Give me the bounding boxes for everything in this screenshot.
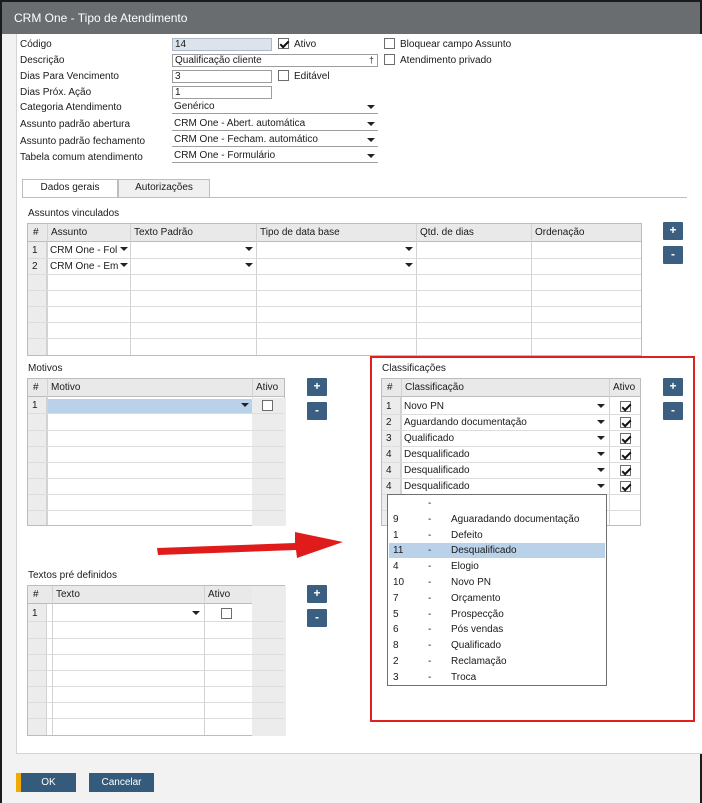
chevron-down-icon <box>367 105 375 109</box>
option-separator: - <box>428 624 432 636</box>
classificacao-cell[interactable]: Desqualificado <box>404 481 470 492</box>
descricao-field[interactable] <box>172 54 378 67</box>
tab-label: Autorizações <box>135 182 193 193</box>
option-separator: - <box>428 498 432 509</box>
row-line <box>28 338 641 339</box>
motivos-remove-button[interactable]: - <box>307 402 327 420</box>
classificacao-cell[interactable]: Desqualificado <box>404 465 470 476</box>
row-line <box>28 306 641 307</box>
row-line <box>28 670 284 671</box>
assunto-fechamento-label: Assunto padrão fechamento <box>20 136 146 147</box>
option-separator: - <box>428 608 432 620</box>
row-number: 4 <box>386 449 392 460</box>
chevron-down-icon[interactable] <box>241 403 249 407</box>
assunto-fechamento-value: CRM One - Fecham. automático <box>174 134 318 145</box>
window-title: CRM One - Tipo de Atendimento <box>14 11 188 25</box>
motivos-title: Motivos <box>28 363 63 374</box>
chevron-down-icon <box>367 138 375 142</box>
dropdown-option[interactable] <box>389 559 605 574</box>
textos-add-button[interactable]: + <box>307 585 327 603</box>
dropdown-option[interactable] <box>389 607 605 622</box>
classificacao-cell[interactable]: Aguardando documentação <box>404 417 527 428</box>
col-divider <box>609 379 610 525</box>
motivos-add-button[interactable]: + <box>307 378 327 396</box>
editavel-checkbox[interactable] <box>278 70 289 81</box>
classificacoes-remove-button[interactable]: - <box>663 402 683 420</box>
row-number: 1 <box>386 401 392 412</box>
classificacao-dropdown-list[interactable] <box>387 494 607 686</box>
classificacao-ativo-checkbox[interactable] <box>620 417 631 428</box>
option-separator: - <box>428 561 432 573</box>
option-label: Orçamento <box>451 592 501 604</box>
annotation-arrow-icon <box>155 528 350 568</box>
dropdown-option[interactable] <box>389 496 605 511</box>
descricao-value: Qualificação cliente <box>175 55 262 66</box>
col-divider <box>204 586 205 735</box>
row-number: 1 <box>32 608 38 619</box>
classificacao-ativo-checkbox[interactable] <box>620 449 631 460</box>
assuntos-grid <box>27 223 642 356</box>
chevron-down-icon <box>367 154 375 158</box>
option-code: 7 <box>393 592 399 604</box>
chevron-down-icon[interactable] <box>245 263 253 267</box>
option-separator: - <box>428 545 432 557</box>
row-line <box>28 322 641 323</box>
assunto-cell[interactable]: CRM One - Fol <box>50 245 118 256</box>
textos-title: Textos pré definidos <box>28 570 117 581</box>
ativo-label: Ativo <box>294 39 317 50</box>
tab-autorizacoes[interactable] <box>118 179 210 197</box>
option-code: 11 <box>393 545 404 557</box>
dropdown-option[interactable] <box>389 670 605 685</box>
chevron-down-icon[interactable] <box>405 247 413 251</box>
row-line <box>28 430 284 431</box>
dropdown-option[interactable] <box>389 528 605 543</box>
option-label: Reclamação <box>451 656 507 667</box>
option-code: 5 <box>393 608 399 620</box>
row-line <box>28 258 641 259</box>
col-header-num: # <box>33 227 39 238</box>
chevron-down-icon[interactable] <box>192 611 200 615</box>
row-line <box>382 430 640 431</box>
option-separator: - <box>428 529 432 541</box>
option-label: Defeito <box>451 529 483 541</box>
row-number: 4 <box>386 465 392 476</box>
atendimento-privado-label: Atendimento privado <box>400 55 492 66</box>
option-code: 2 <box>393 656 399 667</box>
cancel-button[interactable]: Cancelar <box>89 773 154 792</box>
chevron-down-icon[interactable] <box>120 247 128 251</box>
row-line <box>28 413 284 414</box>
classificacao-ativo-checkbox[interactable] <box>620 401 631 412</box>
classificacao-ativo-checkbox[interactable] <box>620 481 631 492</box>
col-header-num: # <box>387 382 393 393</box>
option-code: 10 <box>393 577 405 588</box>
dropdown-option[interactable] <box>389 654 605 669</box>
option-code: 4 <box>393 561 399 573</box>
row-line <box>28 494 284 495</box>
dropdown-option[interactable] <box>389 591 605 606</box>
chevron-down-icon[interactable] <box>597 436 605 440</box>
col-header-motivo[interactable]: Motivo <box>51 382 81 393</box>
col-header-tipo-data[interactable]: Tipo de data base <box>260 227 340 238</box>
dias-prox-acao-field[interactable]: 1 <box>172 86 272 99</box>
chevron-down-icon[interactable] <box>597 468 605 472</box>
row-line <box>382 478 640 479</box>
editavel-label: Editável <box>294 71 330 82</box>
row-line <box>28 478 284 479</box>
classificacao-ativo-checkbox[interactable] <box>620 433 631 444</box>
row-line <box>28 702 284 703</box>
chevron-down-icon[interactable] <box>597 452 605 456</box>
texto-ativo-checkbox[interactable] <box>221 608 232 619</box>
chevron-down-icon[interactable] <box>245 247 253 251</box>
motivo-ativo-checkbox[interactable] <box>262 400 273 411</box>
classificacao-cell[interactable]: Qualificado <box>404 433 455 444</box>
option-separator: - <box>428 671 432 683</box>
row-number: 2 <box>32 261 38 272</box>
assuntos-title: Assuntos vinculados <box>28 208 120 219</box>
row-line <box>28 654 284 655</box>
row-line <box>28 718 284 719</box>
tabela-select[interactable] <box>172 150 378 163</box>
chevron-down-icon <box>367 122 375 126</box>
link-icon[interactable]: † <box>368 55 374 65</box>
classificacoes-add-button[interactable]: + <box>663 378 683 396</box>
chevron-down-icon[interactable] <box>597 404 605 408</box>
motivos-grid <box>27 378 285 526</box>
option-separator: - <box>428 577 432 588</box>
assunto-abertura-select[interactable] <box>172 118 378 131</box>
option-label: Elogio <box>451 561 479 573</box>
assuntos-remove-button[interactable]: - <box>663 246 683 264</box>
row-line <box>28 462 284 463</box>
categoria-select[interactable] <box>172 101 378 114</box>
option-code: 9 <box>393 513 399 525</box>
tab-label: Dados gerais <box>40 182 100 193</box>
row-line <box>28 274 641 275</box>
option-label: Prospecção <box>451 608 504 620</box>
categoria-label: Categoria Atendimento <box>20 102 122 113</box>
codigo-field[interactable]: 14 <box>172 38 272 51</box>
option-label: Troca <box>451 671 477 683</box>
title-bar <box>2 2 700 34</box>
descricao-label: Descrição <box>20 55 65 66</box>
assunto-abertura-label: Assunto padrão abertura <box>20 119 131 130</box>
row-number: 1 <box>32 245 38 256</box>
option-separator: - <box>428 513 432 525</box>
assunto-abertura-value: CRM One - Abert. automática <box>174 118 306 129</box>
chevron-down-icon[interactable] <box>597 484 605 488</box>
row-number: 3 <box>386 433 392 444</box>
option-separator: - <box>428 640 432 652</box>
bloquear-assunto-label: Bloquear campo Assunto <box>400 39 512 50</box>
dropdown-option[interactable] <box>389 543 605 558</box>
col-header-ordenacao[interactable]: Ordenação <box>535 227 585 238</box>
chevron-down-icon[interactable] <box>405 263 413 267</box>
col-header-ativo[interactable]: Ativo <box>613 382 636 393</box>
option-code: 1 <box>393 529 399 541</box>
classificacao-ativo-checkbox[interactable] <box>620 465 631 476</box>
tab-dados-gerais[interactable] <box>22 179 118 198</box>
col-header-num: # <box>33 382 39 393</box>
option-code: 6 <box>393 624 399 636</box>
row-line <box>28 446 284 447</box>
col-divider <box>52 586 53 735</box>
grid-filler <box>252 586 286 736</box>
textos-remove-button[interactable]: - <box>307 609 327 627</box>
option-label: Qualificado <box>451 640 502 652</box>
row-line <box>28 638 284 639</box>
codigo-label: Código <box>20 39 52 50</box>
tab-divider <box>22 197 687 198</box>
col-header-ativo[interactable]: Ativo <box>208 589 231 600</box>
dias-vencimento-field[interactable]: 3 <box>172 70 272 83</box>
row-line <box>28 621 284 622</box>
col-header-ativo[interactable]: Ativo <box>256 382 279 393</box>
option-code: 3 <box>393 671 399 683</box>
col-header-num: # <box>33 589 39 600</box>
assunto-cell[interactable]: CRM One - Em <box>50 261 119 272</box>
row-line <box>382 414 640 415</box>
row-number: 1 <box>32 400 38 411</box>
dropdown-option[interactable] <box>389 622 605 637</box>
row-line <box>28 686 284 687</box>
textos-grid <box>27 585 285 736</box>
row-line <box>28 290 641 291</box>
option-label: Pós vendas <box>451 624 504 636</box>
classificacao-cell[interactable]: Desqualificado <box>404 449 470 460</box>
option-code: 8 <box>393 640 399 652</box>
selected-cell[interactable] <box>48 399 252 413</box>
assunto-fechamento-select[interactable] <box>172 134 378 147</box>
option-label: Desqualificado <box>451 545 517 557</box>
option-label: Aguaradando documentação <box>451 513 580 525</box>
chevron-down-icon[interactable] <box>120 263 128 267</box>
option-separator: - <box>428 592 432 604</box>
row-line <box>382 446 640 447</box>
tabela-label: Tabela comum atendimento <box>20 152 143 163</box>
dropdown-option[interactable] <box>389 512 605 527</box>
bloquear-assunto-checkbox[interactable] <box>384 38 395 49</box>
dropdown-option[interactable] <box>389 638 605 653</box>
dias-vencimento-label: Dias Para Vencimento <box>20 71 119 82</box>
ativo-checkbox[interactable] <box>278 38 289 49</box>
atendimento-privado-checkbox[interactable] <box>384 54 395 65</box>
row-number: 2 <box>386 417 392 428</box>
row-line <box>28 510 284 511</box>
option-separator: - <box>428 656 432 667</box>
assuntos-add-button[interactable]: + <box>663 222 683 240</box>
option-label: Novo PN <box>451 577 492 588</box>
tabela-value: CRM One - Formulário <box>174 150 276 161</box>
col-header-qtd-dias[interactable]: Qtd. de dias <box>420 227 474 238</box>
col-header-texto[interactable]: Texto <box>56 589 80 600</box>
row-line <box>382 462 640 463</box>
classificacao-cell[interactable]: Novo PN <box>404 401 445 412</box>
categoria-value: Genérico <box>174 101 215 112</box>
col-header-assunto[interactable]: Assunto <box>51 227 88 238</box>
col-header-texto-padrao[interactable]: Texto Padrão <box>134 227 193 238</box>
row-number: 4 <box>386 481 392 492</box>
dropdown-option[interactable] <box>389 575 605 590</box>
col-header-classificacao[interactable]: Classificação <box>405 382 464 393</box>
chevron-down-icon[interactable] <box>597 420 605 424</box>
ok-button[interactable]: OK <box>21 773 76 792</box>
classificacoes-title: Classificações <box>382 363 446 374</box>
dias-prox-acao-label: Dias Próx. Ação <box>20 87 92 98</box>
